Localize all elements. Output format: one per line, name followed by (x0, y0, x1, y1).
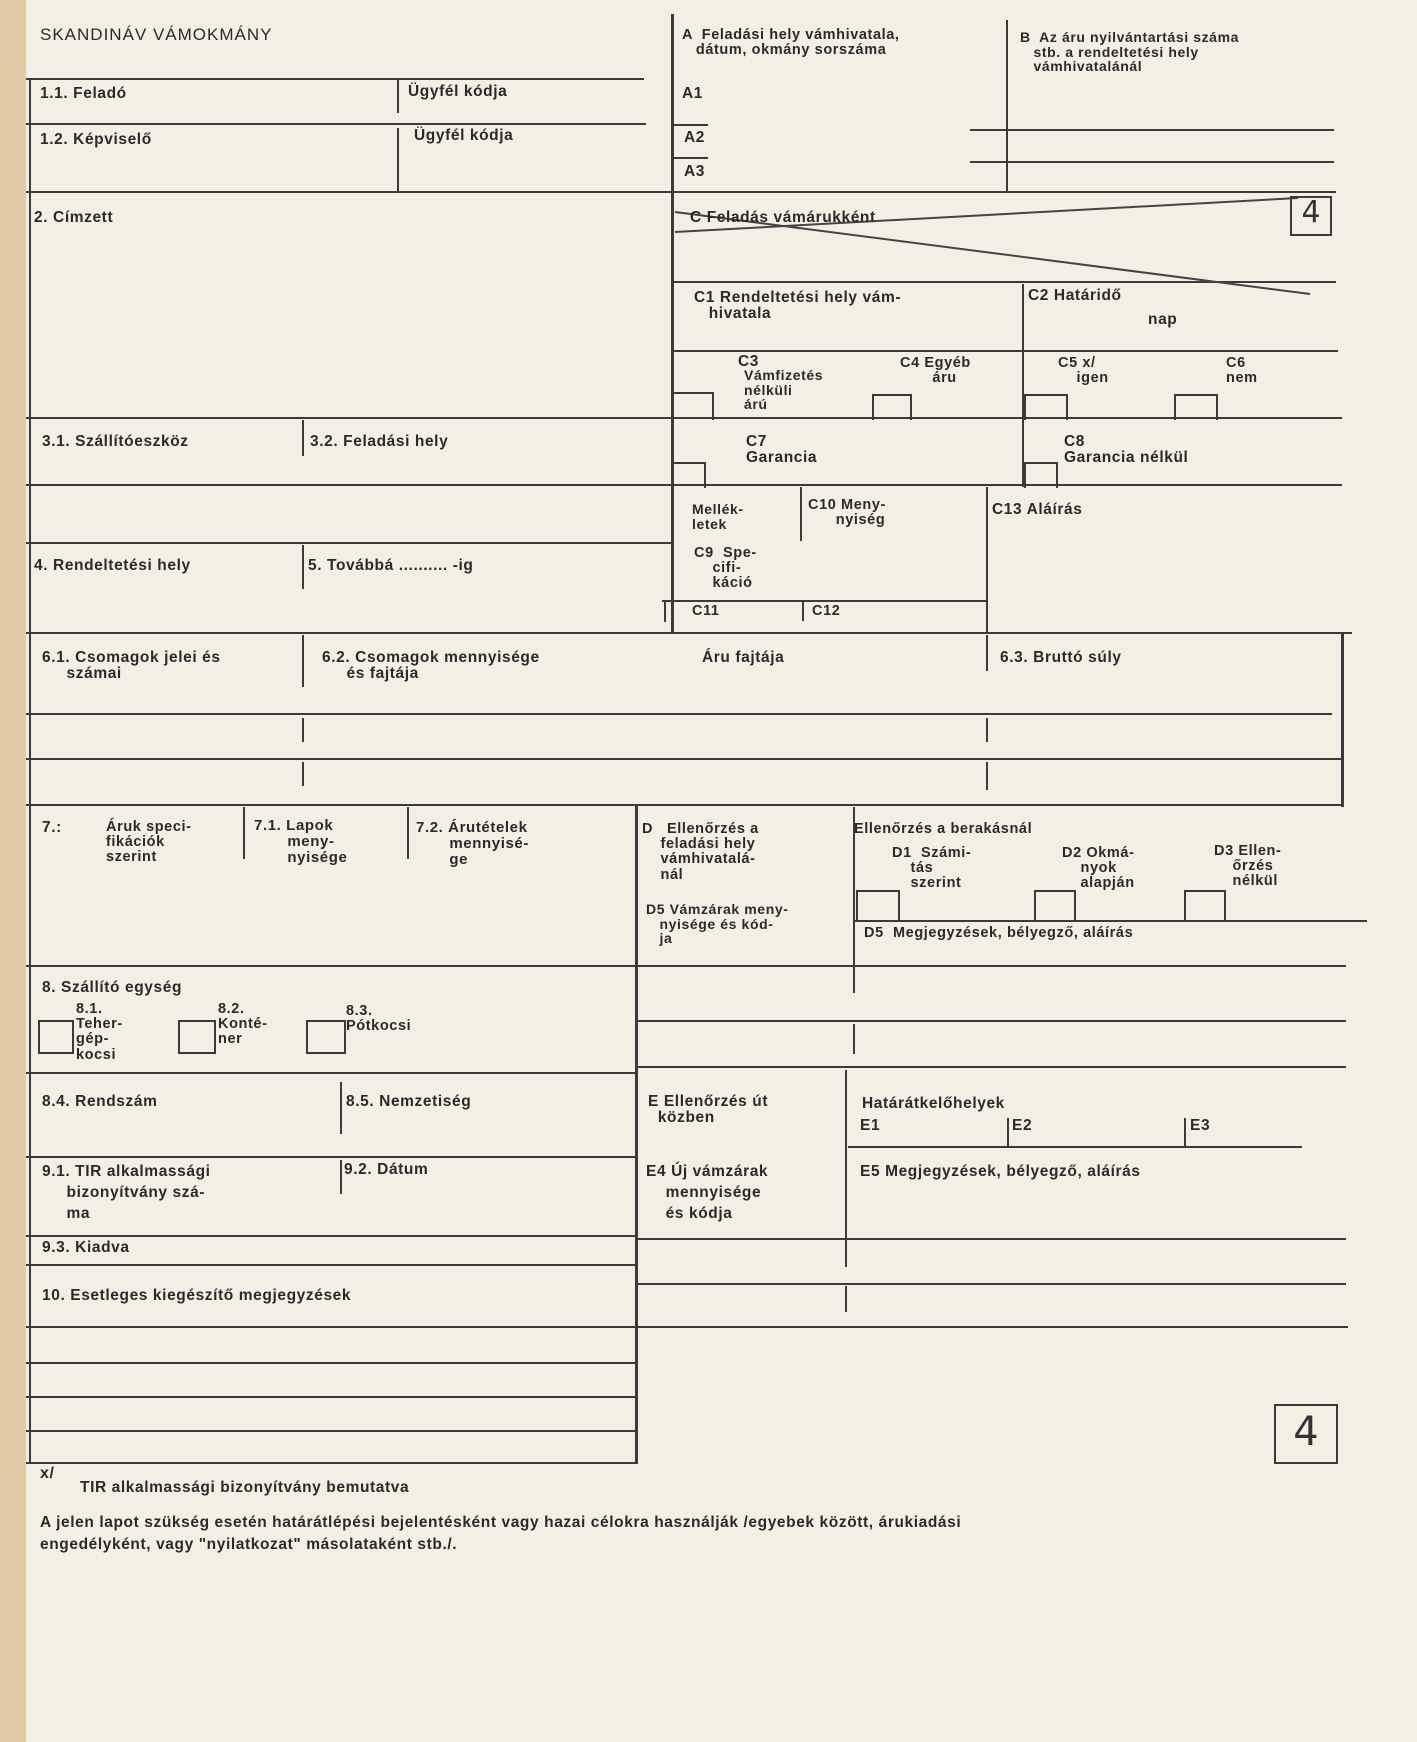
field-d5-notes-label: D5 Megjegyzések, bélyegző, aláírás (864, 925, 1134, 941)
goods-type-label: Áru fajtája (702, 649, 785, 666)
field-a-label: A Feladási hely vámhivatala, dátum, okmány sorszáma (682, 27, 900, 59)
field-c3-label: Vámfizetés nélküli árú (744, 367, 824, 413)
field-c11-label: C11 (692, 603, 720, 619)
client-code-2-label: Ügyfél kódja (414, 127, 514, 144)
c6-checkbox[interactable] (1174, 394, 1218, 420)
truck-checkbox[interactable] (38, 1020, 74, 1054)
field-7-label: 7.: (42, 819, 62, 836)
field-d5-seals-label: D5 Vámzárak meny- nyisége és kód- ja (646, 901, 789, 947)
field-8-1-label: 8.1. Teher- gép- kocsi (76, 1001, 123, 1063)
footnote-text: TIR alkalmassági bizonyítvány bemutatva (80, 1479, 410, 1496)
field-8-5-label: 8.5. Nemzetiség (346, 1093, 472, 1110)
field-10-label: 10. Esetleges kiegészítő megjegyzések (42, 1287, 352, 1304)
field-attachments-label: Mellék- letek (692, 501, 744, 532)
field-8-label: 8. Szállító egység (42, 979, 183, 996)
field-c10-label: C10 Meny- nyiség (808, 497, 886, 529)
d1-checkbox[interactable] (856, 890, 900, 922)
field-a2-label: A2 (684, 129, 706, 146)
field-7-spec-label: Áruk speci- fikációk szerint (106, 819, 192, 866)
field-6-1-label: 6.1. Csomagok jelei és számai (42, 649, 221, 683)
field-1-2-label: 1.2. Képviselő (40, 131, 152, 148)
field-8-2-label: 8.2. Konté- ner (218, 1001, 268, 1048)
field-a3-label: A3 (684, 163, 706, 180)
client-code-1-label: Ügyfél kódja (408, 83, 508, 100)
d2-checkbox[interactable] (1034, 890, 1076, 922)
field-e2-label: E2 (1012, 1117, 1033, 1134)
field-8-4-label: 8.4. Rendszám (42, 1093, 158, 1110)
field-3-2-label: 3.2. Feladási hely (310, 433, 449, 450)
field-c5-label: C5 x/ igen (1058, 355, 1109, 387)
field-6-2-label: 6.2. Csomagok mennyisége és fajtája (322, 649, 540, 683)
c7-checkbox[interactable] (672, 462, 706, 488)
c3-checkbox[interactable] (672, 392, 714, 420)
container-checkbox[interactable] (178, 1020, 216, 1054)
c5-checkbox[interactable] (1024, 394, 1068, 420)
field-c-label: C Feladás vámárukként (690, 209, 876, 226)
field-c7-label: C7 Garancia (746, 433, 818, 467)
bottom-note: A jelen lapot szükség esetén határátlépési bejelentésként vagy hazai célokra használják /egyebek között, árukiadási engedélyként, vagy "nyilatkozat" másolataként stb./. (40, 1514, 962, 1553)
field-e-label: E Ellenőrzés út közben (648, 1093, 769, 1127)
footnote-mark: x/ (40, 1465, 55, 1482)
field-c1-label: C1 Rendeltetési hely vám- hivatala (694, 289, 902, 323)
field-6-3-label: 6.3. Bruttó súly (1000, 649, 1122, 666)
field-d2-label: D2 Okmá- nyok alapján (1062, 845, 1135, 892)
copy-number-top: 4 (1301, 195, 1321, 230)
field-e1-label: E1 (860, 1117, 881, 1134)
field-8-3-label: 8.3. Pótkocsi (346, 1003, 412, 1035)
field-9-1-label: 9.1. TIR alkalmassági bizonyítvány szá- ma (42, 1163, 211, 1222)
c8-checkbox[interactable] (1024, 462, 1058, 488)
field-c2-unit: nap (1148, 311, 1178, 328)
field-c8-label: C8 Garancia nélkül (1064, 433, 1189, 467)
field-c13-label: C13 Aláírás (992, 501, 1083, 518)
field-e5-label: E5 Megjegyzések, bélyegző, aláírás (860, 1163, 1141, 1180)
field-d3-label: D3 Ellen- őrzés nélkül (1214, 843, 1282, 890)
field-3-1-label: 3.1. Szállítóeszköz (42, 433, 189, 450)
field-9-3-label: 9.3. Kiadva (42, 1239, 130, 1256)
field-1-1-label: 1.1. Feladó (40, 85, 127, 102)
field-4-label: 4. Rendeltetési hely (34, 557, 191, 574)
field-2-label: 2. Címzett (34, 209, 114, 226)
field-c6-label: C6 nem (1226, 355, 1258, 387)
d3-checkbox[interactable] (1184, 890, 1226, 922)
field-c9-label: C9 Spe- cifi- káció (694, 545, 757, 592)
field-e3-label: E3 (1190, 1117, 1211, 1134)
field-c4-label: C4 Egyéb áru (900, 355, 971, 387)
border-crossings-label: Határátkelőhelyek (862, 1095, 1005, 1112)
field-d-label: D Ellenőrzés a feladási hely vámhivatalá- nál (642, 821, 759, 883)
copy-number-bottom: 4 (1293, 1409, 1319, 1455)
c11-checkbox[interactable] (664, 600, 670, 622)
field-c3-num: C3 (738, 353, 760, 370)
c4-checkbox[interactable] (872, 394, 912, 420)
trailer-checkbox[interactable] (306, 1020, 346, 1054)
field-5-label: 5. Továbbá .......... -ig (308, 557, 474, 574)
field-e4-label: E4 Új vámzárak mennyisége és kódja (646, 1163, 769, 1222)
field-a1-label: A1 (682, 85, 704, 102)
field-7-1-label: 7.1. Lapok meny- nyisége (254, 817, 348, 866)
field-c12-label: C12 (812, 603, 841, 619)
field-b-label: B Az áru nyilvántartási száma stb. a rendeltetési hely vámhivatalánál (1020, 29, 1240, 75)
form-title: SKANDINÁV VÁMOKMÁNY (40, 25, 273, 44)
field-d-loading-label: Ellenőrzés a berakásnál (854, 821, 1033, 837)
field-c2-label: C2 Határidő (1028, 287, 1122, 304)
field-7-2-label: 7.2. Árutételek mennyisé- ge (416, 819, 529, 868)
field-9-2-label: 9.2. Dátum (344, 1161, 429, 1178)
field-d1-label: D1 Számi- tás szerint (892, 845, 972, 892)
